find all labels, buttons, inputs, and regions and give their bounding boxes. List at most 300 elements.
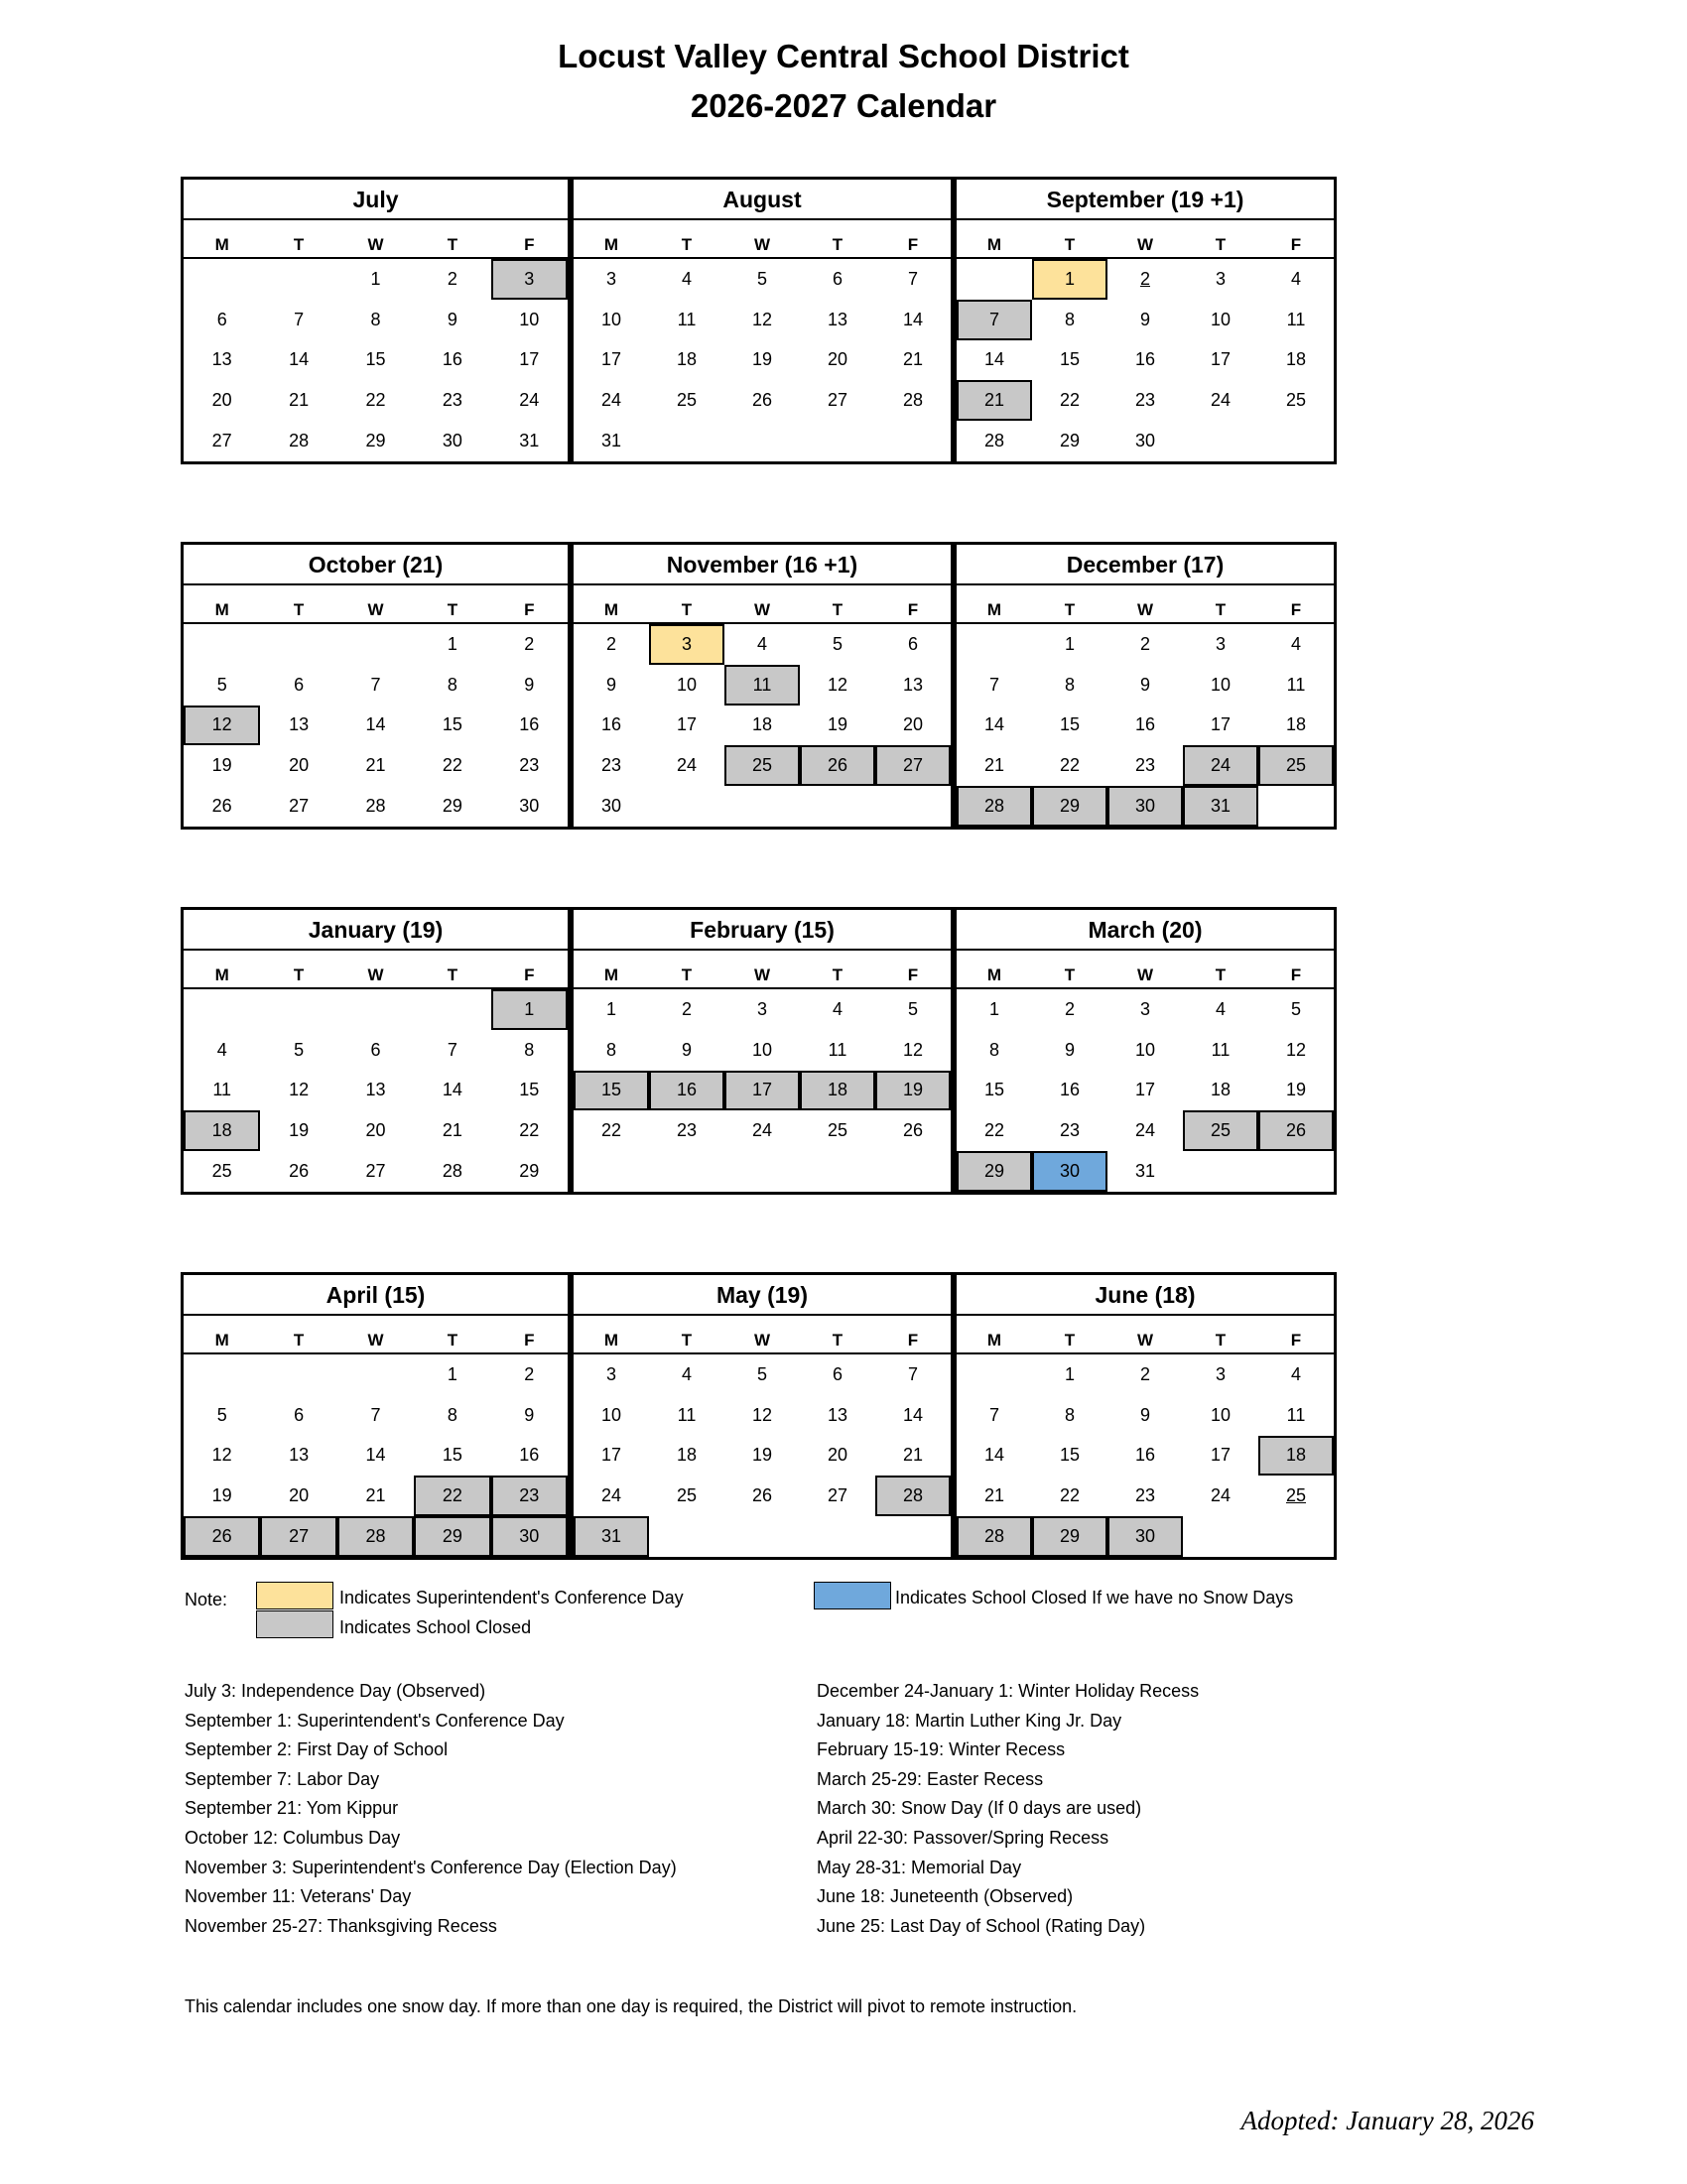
day-cell: 19 bbox=[1285, 1080, 1307, 1100]
day-cell: 4 bbox=[756, 633, 767, 654]
weekday-header: W bbox=[753, 965, 771, 984]
day-cell: 14 bbox=[442, 1080, 462, 1100]
day-cell: 12 bbox=[827, 674, 848, 695]
month-name: August bbox=[574, 180, 951, 220]
weekday-header: T bbox=[1215, 1331, 1227, 1349]
day-cell: 17 bbox=[1210, 714, 1232, 735]
day-cell: 26 bbox=[751, 390, 773, 411]
weekday-header: T bbox=[447, 965, 458, 984]
weekday-header: T bbox=[293, 1331, 305, 1349]
day-cell: 17 bbox=[600, 1445, 622, 1466]
day-cell: 30 bbox=[491, 1516, 568, 1557]
day-cell: 4 bbox=[1290, 633, 1301, 654]
day-cell: 24 bbox=[1210, 1485, 1232, 1506]
weekday-header-row bbox=[957, 951, 1334, 989]
day-cell: 12 bbox=[751, 1404, 773, 1425]
day-cell: 10 bbox=[1210, 309, 1232, 329]
day-cell: 15 bbox=[519, 1080, 540, 1100]
school-closed-swatch bbox=[256, 1610, 333, 1638]
day-cell: 21 bbox=[365, 755, 386, 776]
day-cell: 18 bbox=[1210, 1080, 1232, 1100]
day-cell: 21 bbox=[957, 380, 1032, 421]
days-grid bbox=[574, 624, 951, 827]
weekday-header: T bbox=[681, 965, 693, 984]
day-cell: 16 bbox=[442, 349, 462, 370]
day-cell: 16 bbox=[1134, 349, 1156, 370]
event-item: November 25-27: Thanksgiving Recess bbox=[185, 1915, 497, 1936]
month-calendar bbox=[181, 1272, 571, 1560]
day-cell: 20 bbox=[289, 755, 310, 776]
days-grid bbox=[184, 259, 568, 461]
weekday-header: T bbox=[1064, 1331, 1076, 1349]
days-grid bbox=[184, 624, 568, 827]
weekday-header-row bbox=[574, 1316, 951, 1354]
event-item: April 22-30: Passover/Spring Recess bbox=[817, 1827, 1109, 1848]
day-cell: 29 bbox=[442, 796, 462, 817]
day-cell: 22 bbox=[1059, 1485, 1081, 1506]
day-cell: 22 bbox=[365, 390, 386, 411]
day-cell: 14 bbox=[902, 1404, 924, 1425]
event-item: September 1: Superintendent's Conference Day bbox=[185, 1710, 565, 1731]
day-cell: 6 bbox=[370, 1039, 381, 1060]
weekday-header: F bbox=[524, 1331, 535, 1349]
day-cell: 28 bbox=[902, 390, 924, 411]
day-cell: 17 bbox=[600, 349, 622, 370]
weekday-header: W bbox=[367, 235, 384, 254]
month-calendar bbox=[954, 177, 1337, 464]
event-item: July 3: Independence Day (Observed) bbox=[185, 1681, 486, 1701]
day-cell: 21 bbox=[983, 755, 1005, 776]
weekday-header: T bbox=[447, 1331, 458, 1349]
event-item: November 3: Superintendent's Conference Day (Election Day) bbox=[185, 1857, 677, 1877]
day-cell: 27 bbox=[289, 796, 310, 817]
weekday-header: W bbox=[1136, 600, 1154, 619]
events-list-right bbox=[817, 1677, 1199, 1941]
weekday-header: M bbox=[986, 1331, 1002, 1349]
day-cell: 7 bbox=[370, 674, 381, 695]
events-list-left bbox=[185, 1677, 677, 1941]
day-cell: 2 bbox=[447, 268, 457, 289]
day-cell: 21 bbox=[289, 390, 310, 411]
page-title: Locust Valley Central School District bbox=[558, 38, 1129, 74]
event-item: November 11: Veterans' Day bbox=[185, 1886, 412, 1907]
weekday-header: F bbox=[524, 600, 535, 619]
day-cell: 1 bbox=[605, 998, 616, 1019]
day-cell: 15 bbox=[365, 349, 386, 370]
day-cell: 31 bbox=[600, 431, 622, 451]
day-cell: 30 bbox=[442, 431, 462, 451]
day-cell: 5 bbox=[756, 268, 767, 289]
day-cell: 23 bbox=[600, 755, 622, 776]
day-cell: 13 bbox=[365, 1080, 386, 1100]
event-item: September 21: Yom Kippur bbox=[185, 1798, 399, 1819]
day-cell: 26 bbox=[800, 745, 875, 786]
day-cell: 20 bbox=[289, 1485, 310, 1506]
day-cell: 18 bbox=[1285, 714, 1307, 735]
weekday-header: T bbox=[447, 235, 458, 254]
month-name: March (20) bbox=[957, 910, 1334, 951]
day-cell: 22 bbox=[1059, 390, 1081, 411]
days-grid bbox=[574, 259, 951, 461]
month-calendar bbox=[571, 177, 954, 464]
day-cell: 8 bbox=[447, 1404, 457, 1425]
days-grid bbox=[574, 989, 951, 1192]
day-cell: 16 bbox=[600, 714, 622, 735]
day-cell: 16 bbox=[519, 1445, 540, 1466]
day-cell: 20 bbox=[827, 349, 848, 370]
weekday-header: T bbox=[1215, 600, 1227, 619]
day-cell: 9 bbox=[681, 1039, 692, 1060]
weekday-header: F bbox=[907, 600, 919, 619]
weekday-header: T bbox=[832, 1331, 844, 1349]
weekday-header: F bbox=[524, 235, 535, 254]
day-cell: 24 bbox=[1183, 745, 1258, 786]
day-cell: 25 bbox=[1285, 390, 1307, 411]
day-cell: 29 bbox=[519, 1161, 540, 1182]
weekday-header: M bbox=[214, 235, 229, 254]
day-cell: 24 bbox=[600, 390, 622, 411]
day-cell: 26 bbox=[211, 796, 232, 817]
weekday-header: T bbox=[832, 235, 844, 254]
weekday-header: M bbox=[986, 235, 1002, 254]
weekday-header: W bbox=[1136, 1331, 1154, 1349]
day-cell: 5 bbox=[832, 633, 843, 654]
day-cell: 23 bbox=[519, 755, 540, 776]
day-cell: 28 bbox=[289, 431, 310, 451]
day-cell: 9 bbox=[1139, 674, 1150, 695]
month-calendar bbox=[571, 907, 954, 1195]
day-cell: 9 bbox=[1139, 1404, 1150, 1425]
day-cell: 4 bbox=[1290, 1363, 1301, 1384]
weekday-header-row bbox=[574, 951, 951, 989]
day-cell: 16 bbox=[519, 714, 540, 735]
day-cell: 11 bbox=[212, 1080, 232, 1100]
day-cell: 14 bbox=[365, 714, 386, 735]
day-cell: 13 bbox=[211, 349, 232, 370]
weekday-header: W bbox=[1136, 235, 1154, 254]
day-cell: 17 bbox=[1134, 1080, 1156, 1100]
day-cell: 8 bbox=[370, 309, 381, 329]
day-cell: 14 bbox=[902, 309, 924, 329]
day-cell: 25 bbox=[1183, 1110, 1258, 1151]
day-cell: 10 bbox=[600, 309, 622, 329]
day-cell: 24 bbox=[519, 390, 540, 411]
event-item: May 28-31: Memorial Day bbox=[817, 1857, 1022, 1877]
day-cell: 23 bbox=[1134, 755, 1156, 776]
day-cell: 5 bbox=[1290, 998, 1301, 1019]
day-cell: 19 bbox=[875, 1071, 951, 1111]
day-cell: 18 bbox=[1285, 349, 1307, 370]
day-cell: 18 bbox=[751, 714, 773, 735]
day-cell: 21 bbox=[902, 1445, 924, 1466]
weekday-header: M bbox=[603, 600, 619, 619]
day-cell: 2 bbox=[524, 633, 535, 654]
event-item: September 2: First Day of School bbox=[185, 1739, 449, 1760]
day-cell: 26 bbox=[1258, 1110, 1334, 1151]
weekday-header: F bbox=[1290, 965, 1302, 984]
day-cell: 12 bbox=[902, 1039, 924, 1060]
weekday-header: T bbox=[681, 1331, 693, 1349]
weekday-header-row bbox=[184, 1316, 568, 1354]
day-cell: 1 bbox=[491, 989, 568, 1030]
weekday-header-row bbox=[184, 951, 568, 989]
note-label: Note: bbox=[185, 1590, 228, 1609]
weekday-header: W bbox=[367, 965, 384, 984]
day-cell: 5 bbox=[907, 998, 918, 1019]
day-cell: 21 bbox=[902, 349, 924, 370]
month-name: May (19) bbox=[574, 1275, 951, 1316]
day-cell: 11 bbox=[1286, 674, 1306, 695]
event-item: October 12: Columbus Day bbox=[185, 1827, 401, 1848]
day-cell: 2 bbox=[1139, 633, 1150, 654]
weekday-header: M bbox=[214, 965, 229, 984]
day-cell: 13 bbox=[902, 674, 924, 695]
day-cell: 31 bbox=[1183, 786, 1258, 827]
day-cell: 1 bbox=[1032, 259, 1107, 300]
day-cell: 10 bbox=[600, 1404, 622, 1425]
day-cell: 1 bbox=[370, 268, 381, 289]
day-cell: 22 bbox=[414, 1476, 490, 1516]
day-cell: 6 bbox=[832, 268, 843, 289]
day-cell: 17 bbox=[724, 1071, 800, 1111]
day-cell: 29 bbox=[957, 1151, 1032, 1192]
day-cell: 18 bbox=[1258, 1436, 1334, 1477]
day-cell: 30 bbox=[1107, 1516, 1183, 1557]
day-cell: 23 bbox=[1059, 1120, 1081, 1141]
day-cell: 6 bbox=[216, 309, 227, 329]
day-cell: 4 bbox=[681, 1363, 692, 1384]
day-cell: 19 bbox=[827, 714, 848, 735]
day-cell: 15 bbox=[1059, 714, 1081, 735]
page-subtitle: 2026-2027 Calendar bbox=[690, 87, 997, 124]
day-cell: 7 bbox=[988, 1404, 999, 1425]
day-cell: 16 bbox=[649, 1071, 724, 1111]
month-name: July bbox=[184, 180, 568, 220]
day-cell: 13 bbox=[289, 714, 310, 735]
event-item: September 7: Labor Day bbox=[185, 1768, 380, 1789]
day-cell: 3 bbox=[756, 998, 767, 1019]
month-calendar bbox=[181, 542, 571, 830]
weekday-header: M bbox=[986, 965, 1002, 984]
event-item: June 25: Last Day of School (Rating Day) bbox=[817, 1915, 1146, 1936]
day-cell: 8 bbox=[1064, 674, 1075, 695]
day-cell: 21 bbox=[983, 1485, 1005, 1506]
weekday-header: M bbox=[603, 1331, 619, 1349]
day-cell: 26 bbox=[184, 1516, 260, 1557]
day-cell: 30 bbox=[519, 796, 540, 817]
day-cell: 20 bbox=[827, 1445, 848, 1466]
day-cell: 12 bbox=[289, 1080, 310, 1100]
weekday-header: T bbox=[293, 235, 305, 254]
day-cell: 28 bbox=[957, 786, 1032, 827]
day-cell: 22 bbox=[519, 1120, 540, 1141]
day-cell: 22 bbox=[983, 1120, 1005, 1141]
weekday-header: F bbox=[907, 1331, 919, 1349]
day-cell: 28 bbox=[875, 1476, 951, 1516]
day-cell: 30 bbox=[1032, 1151, 1107, 1192]
event-item: February 15-19: Winter Recess bbox=[817, 1739, 1066, 1760]
adopted-date: Adopted: January 28, 2026 bbox=[1240, 2106, 1534, 2135]
snow-day-legend-text: Indicates School Closed If we have no Snow Days bbox=[895, 1588, 1294, 1607]
day-cell: 17 bbox=[676, 714, 698, 735]
day-cell: 25 bbox=[676, 390, 698, 411]
day-cell: 18 bbox=[676, 349, 698, 370]
day-cell: 12 bbox=[1285, 1039, 1307, 1060]
month-calendar bbox=[181, 907, 571, 1195]
day-cell: 15 bbox=[1059, 1445, 1081, 1466]
weekday-header-row bbox=[184, 220, 568, 259]
days-grid bbox=[957, 989, 1334, 1192]
day-cell: 1 bbox=[447, 633, 457, 654]
day-cell: 23 bbox=[1134, 390, 1156, 411]
weekday-header-row bbox=[957, 220, 1334, 259]
day-cell: 2 bbox=[1139, 1363, 1150, 1384]
day-cell: 24 bbox=[600, 1485, 622, 1506]
day-cell: 3 bbox=[605, 1363, 616, 1384]
day-cell: 16 bbox=[1134, 1445, 1156, 1466]
day-cell: 11 bbox=[677, 1404, 697, 1425]
weekday-header: W bbox=[753, 235, 771, 254]
day-cell: 8 bbox=[1064, 309, 1075, 329]
day-cell: 17 bbox=[1210, 1445, 1232, 1466]
weekday-header: F bbox=[907, 235, 919, 254]
day-cell: 6 bbox=[294, 674, 305, 695]
month-calendar bbox=[571, 1272, 954, 1560]
day-cell: 7 bbox=[988, 674, 999, 695]
weekday-header: F bbox=[1290, 600, 1302, 619]
day-cell: 27 bbox=[875, 745, 951, 786]
day-cell: 20 bbox=[365, 1120, 386, 1141]
weekday-header: W bbox=[1136, 965, 1154, 984]
day-cell: 24 bbox=[751, 1120, 773, 1141]
day-cell: 8 bbox=[605, 1039, 616, 1060]
day-cell: 8 bbox=[1064, 1404, 1075, 1425]
day-cell: 11 bbox=[724, 665, 800, 706]
weekday-header: T bbox=[832, 600, 844, 619]
day-cell: 3 bbox=[1215, 268, 1226, 289]
day-cell: 11 bbox=[1286, 1404, 1306, 1425]
day-cell: 27 bbox=[260, 1516, 336, 1557]
day-cell: 14 bbox=[289, 349, 310, 370]
month-name: June (18) bbox=[957, 1275, 1334, 1316]
day-cell: 25 bbox=[211, 1161, 232, 1182]
weekday-header: T bbox=[447, 600, 458, 619]
day-cell: 7 bbox=[957, 300, 1032, 340]
day-cell: 12 bbox=[184, 706, 260, 746]
day-cell: 5 bbox=[756, 1363, 767, 1384]
day-cell: 19 bbox=[289, 1120, 310, 1141]
weekday-header: M bbox=[214, 1331, 229, 1349]
day-cell: 22 bbox=[442, 755, 462, 776]
month-name: January (19) bbox=[184, 910, 568, 951]
day-cell: 2 bbox=[681, 998, 692, 1019]
day-cell: 14 bbox=[365, 1445, 386, 1466]
day-cell: 24 bbox=[1134, 1120, 1156, 1141]
day-cell: 2 bbox=[1139, 268, 1150, 289]
day-cell: 1 bbox=[988, 998, 999, 1019]
day-cell: 31 bbox=[519, 431, 540, 451]
weekday-header-row bbox=[957, 585, 1334, 624]
weekday-header: T bbox=[1064, 235, 1076, 254]
day-cell: 25 bbox=[827, 1120, 848, 1141]
day-cell: 18 bbox=[676, 1445, 698, 1466]
day-cell: 18 bbox=[800, 1071, 875, 1111]
day-cell: 28 bbox=[983, 431, 1005, 451]
day-cell: 30 bbox=[600, 796, 622, 817]
month-name: December (17) bbox=[957, 545, 1334, 585]
snow-day-swatch bbox=[814, 1582, 891, 1609]
day-cell: 17 bbox=[519, 349, 540, 370]
day-cell: 13 bbox=[827, 1404, 848, 1425]
day-cell: 23 bbox=[676, 1120, 698, 1141]
month-calendar bbox=[954, 907, 1337, 1195]
weekday-header: M bbox=[603, 235, 619, 254]
day-cell: 9 bbox=[524, 674, 535, 695]
day-cell: 10 bbox=[519, 309, 540, 329]
day-cell: 30 bbox=[1107, 786, 1183, 827]
weekday-header: W bbox=[367, 600, 384, 619]
weekday-header: F bbox=[524, 965, 535, 984]
weekday-header: T bbox=[1215, 235, 1227, 254]
day-cell: 12 bbox=[211, 1445, 232, 1466]
weekday-header: T bbox=[293, 600, 305, 619]
day-cell: 24 bbox=[676, 755, 698, 776]
weekday-header-row bbox=[574, 220, 951, 259]
month-calendar bbox=[954, 1272, 1337, 1560]
day-cell: 3 bbox=[1215, 1363, 1226, 1384]
day-cell: 18 bbox=[184, 1110, 260, 1151]
day-cell: 11 bbox=[677, 309, 697, 329]
day-cell: 15 bbox=[442, 1445, 462, 1466]
day-cell: 4 bbox=[681, 268, 692, 289]
day-cell: 16 bbox=[1059, 1080, 1081, 1100]
day-cell: 20 bbox=[902, 714, 924, 735]
weekday-header: M bbox=[603, 965, 619, 984]
day-cell: 10 bbox=[1210, 1404, 1232, 1425]
day-cell: 9 bbox=[605, 674, 616, 695]
day-cell: 7 bbox=[370, 1404, 381, 1425]
day-cell: 11 bbox=[1211, 1039, 1231, 1060]
weekday-header: T bbox=[1064, 600, 1076, 619]
day-cell: 15 bbox=[1059, 349, 1081, 370]
day-cell: 8 bbox=[524, 1039, 535, 1060]
days-grid bbox=[957, 259, 1334, 461]
days-grid bbox=[957, 1354, 1334, 1557]
day-cell: 3 bbox=[1139, 998, 1150, 1019]
days-grid bbox=[957, 624, 1334, 827]
weekday-header: M bbox=[986, 600, 1002, 619]
day-cell: 9 bbox=[1064, 1039, 1075, 1060]
day-cell: 4 bbox=[216, 1039, 227, 1060]
day-cell: 4 bbox=[832, 998, 843, 1019]
day-cell: 7 bbox=[447, 1039, 457, 1060]
day-cell: 29 bbox=[1032, 786, 1107, 827]
day-cell: 3 bbox=[1215, 633, 1226, 654]
event-item: March 25-29: Easter Recess bbox=[817, 1768, 1044, 1789]
day-cell: 17 bbox=[1210, 349, 1232, 370]
day-cell: 27 bbox=[211, 431, 232, 451]
day-cell: 29 bbox=[1032, 1516, 1107, 1557]
day-cell: 4 bbox=[1290, 268, 1301, 289]
day-cell: 28 bbox=[337, 1516, 414, 1557]
day-cell: 22 bbox=[600, 1120, 622, 1141]
weekday-header: T bbox=[681, 235, 693, 254]
day-cell: 31 bbox=[574, 1516, 649, 1557]
day-cell: 25 bbox=[1258, 745, 1334, 786]
day-cell: 7 bbox=[907, 268, 918, 289]
day-cell: 1 bbox=[1064, 1363, 1075, 1384]
month-calendar bbox=[571, 542, 954, 830]
